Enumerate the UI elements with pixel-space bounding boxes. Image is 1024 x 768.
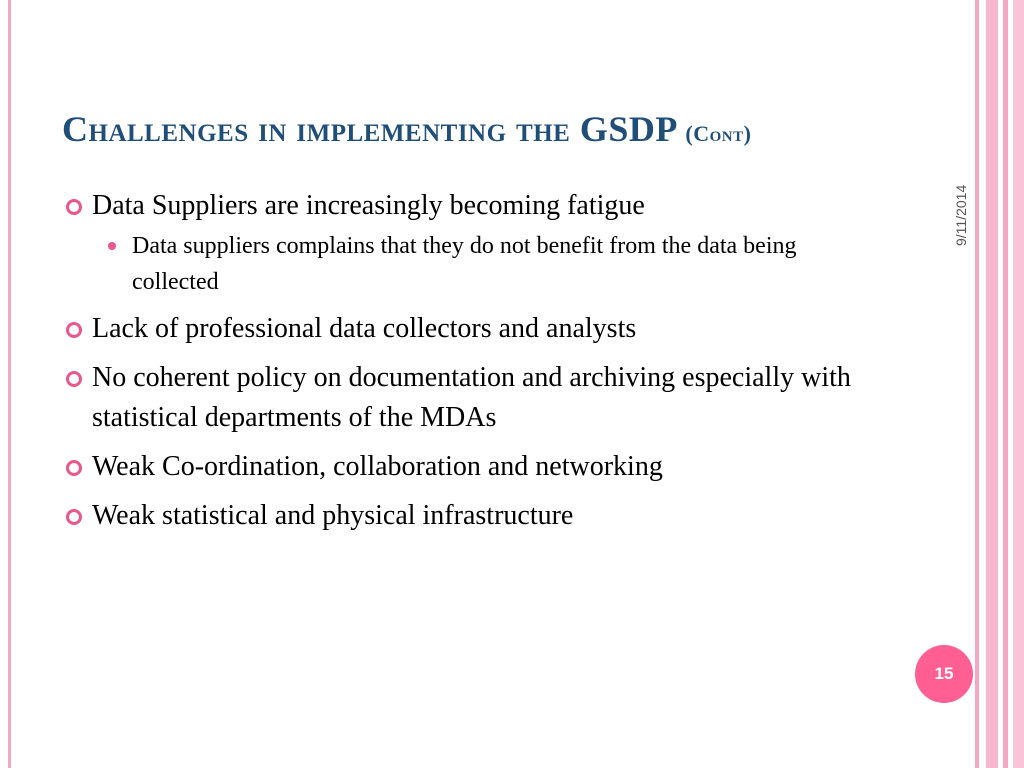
- right-stripe: [975, 0, 979, 768]
- bullet-item: [60, 309, 880, 349]
- bullet-text: Data Suppliers are increasingly becoming fatigue: [92, 190, 645, 221]
- hollow-circle-bullet-icon: [66, 509, 82, 525]
- bullet-text: Weak statistical and physical infrastructure: [92, 500, 574, 531]
- hollow-circle-bullet-icon: [66, 199, 82, 215]
- page-number: 15: [934, 664, 954, 683]
- page-number-badge: [915, 645, 973, 703]
- right-stripe: [1013, 0, 1024, 768]
- sub-bullet-text: Data suppliers complains that they do not benefit from the data being collected: [132, 233, 797, 295]
- bullet-item: [60, 496, 880, 536]
- right-stripe: [986, 0, 998, 768]
- hollow-circle-bullet-icon: [66, 371, 82, 387]
- bullet-list: [60, 186, 880, 545]
- bullet-item: [60, 447, 880, 487]
- left-border-line: [8, 0, 11, 768]
- bullet-text: Weak Co-ordination, collaboration and networking: [92, 451, 663, 482]
- slide-date: 9/11/2014: [953, 184, 969, 246]
- right-stripe: [1003, 0, 1008, 768]
- bullet-item: [60, 358, 880, 438]
- hollow-circle-bullet-icon: [66, 460, 82, 476]
- slide-title: [62, 108, 942, 150]
- sub-bullet-item: [92, 228, 880, 300]
- slide-title-text: Challenges in implementing the GSDP: [62, 109, 676, 149]
- slide-title-suffix: (Cont): [685, 121, 752, 146]
- bullet-item: [60, 186, 880, 300]
- bullet-text: Lack of professional data collectors and analysts: [92, 313, 637, 344]
- hollow-circle-bullet-icon: [66, 322, 82, 338]
- filled-dot-bullet-icon: [108, 242, 116, 250]
- sub-bullet-list: [92, 228, 880, 300]
- bullet-text: No coherent policy on documentation and archiving especially with statistical departments of the MDAs: [92, 362, 851, 433]
